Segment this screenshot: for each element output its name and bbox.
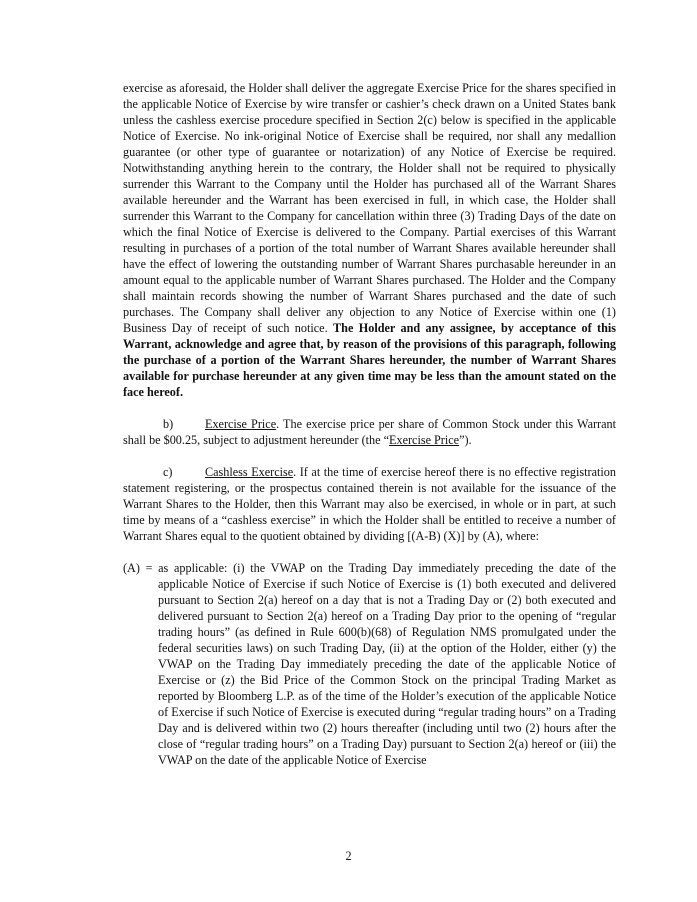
page-number: 2 bbox=[345, 849, 352, 863]
section-heading: Cashless Exercise bbox=[205, 465, 294, 479]
section-text: . The exercise price per share of Common Stock under this Warrant shall be $00.25, subject to adjustment hereunder (the “ bbox=[123, 417, 616, 447]
section-c-cashless-exercise bbox=[123, 464, 616, 544]
paragraph-text: exercise as aforesaid, the Holder shall deliver the aggregate Exercise Price for the shares specified in the applicable Notice of Exercise by wire transfer or cashier’s check drawn on a United States bank unless the cashless exercise procedure specified in Section 2(c) below is specified in the applicable Notice of Exercise. No ink-original Notice of Exercise shall be required, nor shall any medallion guarantee (or other type of guarantee or notarization) of any Notice of Exercise be required. Notwithstanding anything herein to the contrary, the Holder shall not be required to physically surrender this Warrant to the Company until the Holder has purchased all of the Warrant Shares available hereunder and the Warrant has been exercised in full, in which case, the Holder shall surrender this Warrant to the Company for cancellation within three (3) Trading Days of the date on which the final Notice of Exercise is delivered to the Company. Partial exercises of this Warrant resulting in purchases of a portion of the total number of Warrant Shares available hereunder shall have the effect of lowering the outstanding number of Warrant Shares purchasable hereunder in an amount equal to the applicable number of Warrant Shares purchased. The Holder and the Company shall maintain records showing the number of Warrant Shares purchased and the date of such purchases. The Company shall deliver any objection to any Notice of Exercise within one (1) Business Day of receipt of such notice. bbox=[123, 81, 616, 335]
section-heading: Exercise Price bbox=[205, 417, 277, 431]
section-label: c) bbox=[163, 465, 173, 479]
bold-acknowledgement: The Holder and any assignee, by acceptance of this Warrant, acknowledge and agree that, by reason of the provisions of this paragraph, following the purchase of a portion of the Warrant Shares hereunder, the number of Warrant Shares available for purchase hereunder at any given time may be less than the amount stated on the face hereof. bbox=[123, 321, 616, 399]
paragraph-exercise-delivery bbox=[123, 80, 616, 400]
section-text: . If at the time of exercise hereof there is no effective registration statement registering, or the prospectus contained therein is not available for the issuance of the Warrant Shares to the Holder, then this Warrant may also be exercised, in whole or in part, at such time by means of a “cashless exercise” in which the Holder shall be entitled to receive a number of Warrant Shares equal to the quotient obtained by dividing [(A-B) (X)] by (A), where: bbox=[123, 465, 616, 543]
section-label: b) bbox=[163, 417, 174, 431]
defined-term: Exercise Price bbox=[389, 433, 460, 447]
document-page bbox=[123, 80, 616, 768]
item-a-definition: (A) = as applicable: (i) the VWAP on the Trading Day immediately preceding the date of the applicable Notice of Exercise if such Notice of Exercise is (1) both executed and delivered pursuant to Section 2(a) hereof on a day that is not a Trading Day or (2) both executed and delivered pursuant to Section 2(a) hereof on a Trading Day prior to the opening of “regular trading hours” (as defined in Rule 600(b)(68) of Regulation NMS promulgated under the federal securities laws) on such Trading Day, (ii) at the option of the Holder, either (y) the VWAP on the Trading Day immediately preceding the date of the applicable Notice of Exercise or (z) the Bid Price of the Common Stock on the principal Trading Market as reported by Bloomberg L.P. as of the time of the Holder’s execution of the applicable Notice of Exercise if such Notice of Exercise is executed during “regular trading hours” on a Trading Day and is delivered within two (2) hours thereafter (including until two (2) hours after the close of “regular trading hours” on a Trading Day) pursuant to Section 2(a) hereof or (iii) the VWAP on the date of the applicable Notice of Exercise bbox=[123, 561, 616, 767]
section-text-end: ”). bbox=[459, 433, 472, 447]
section-b-exercise-price bbox=[123, 416, 616, 448]
